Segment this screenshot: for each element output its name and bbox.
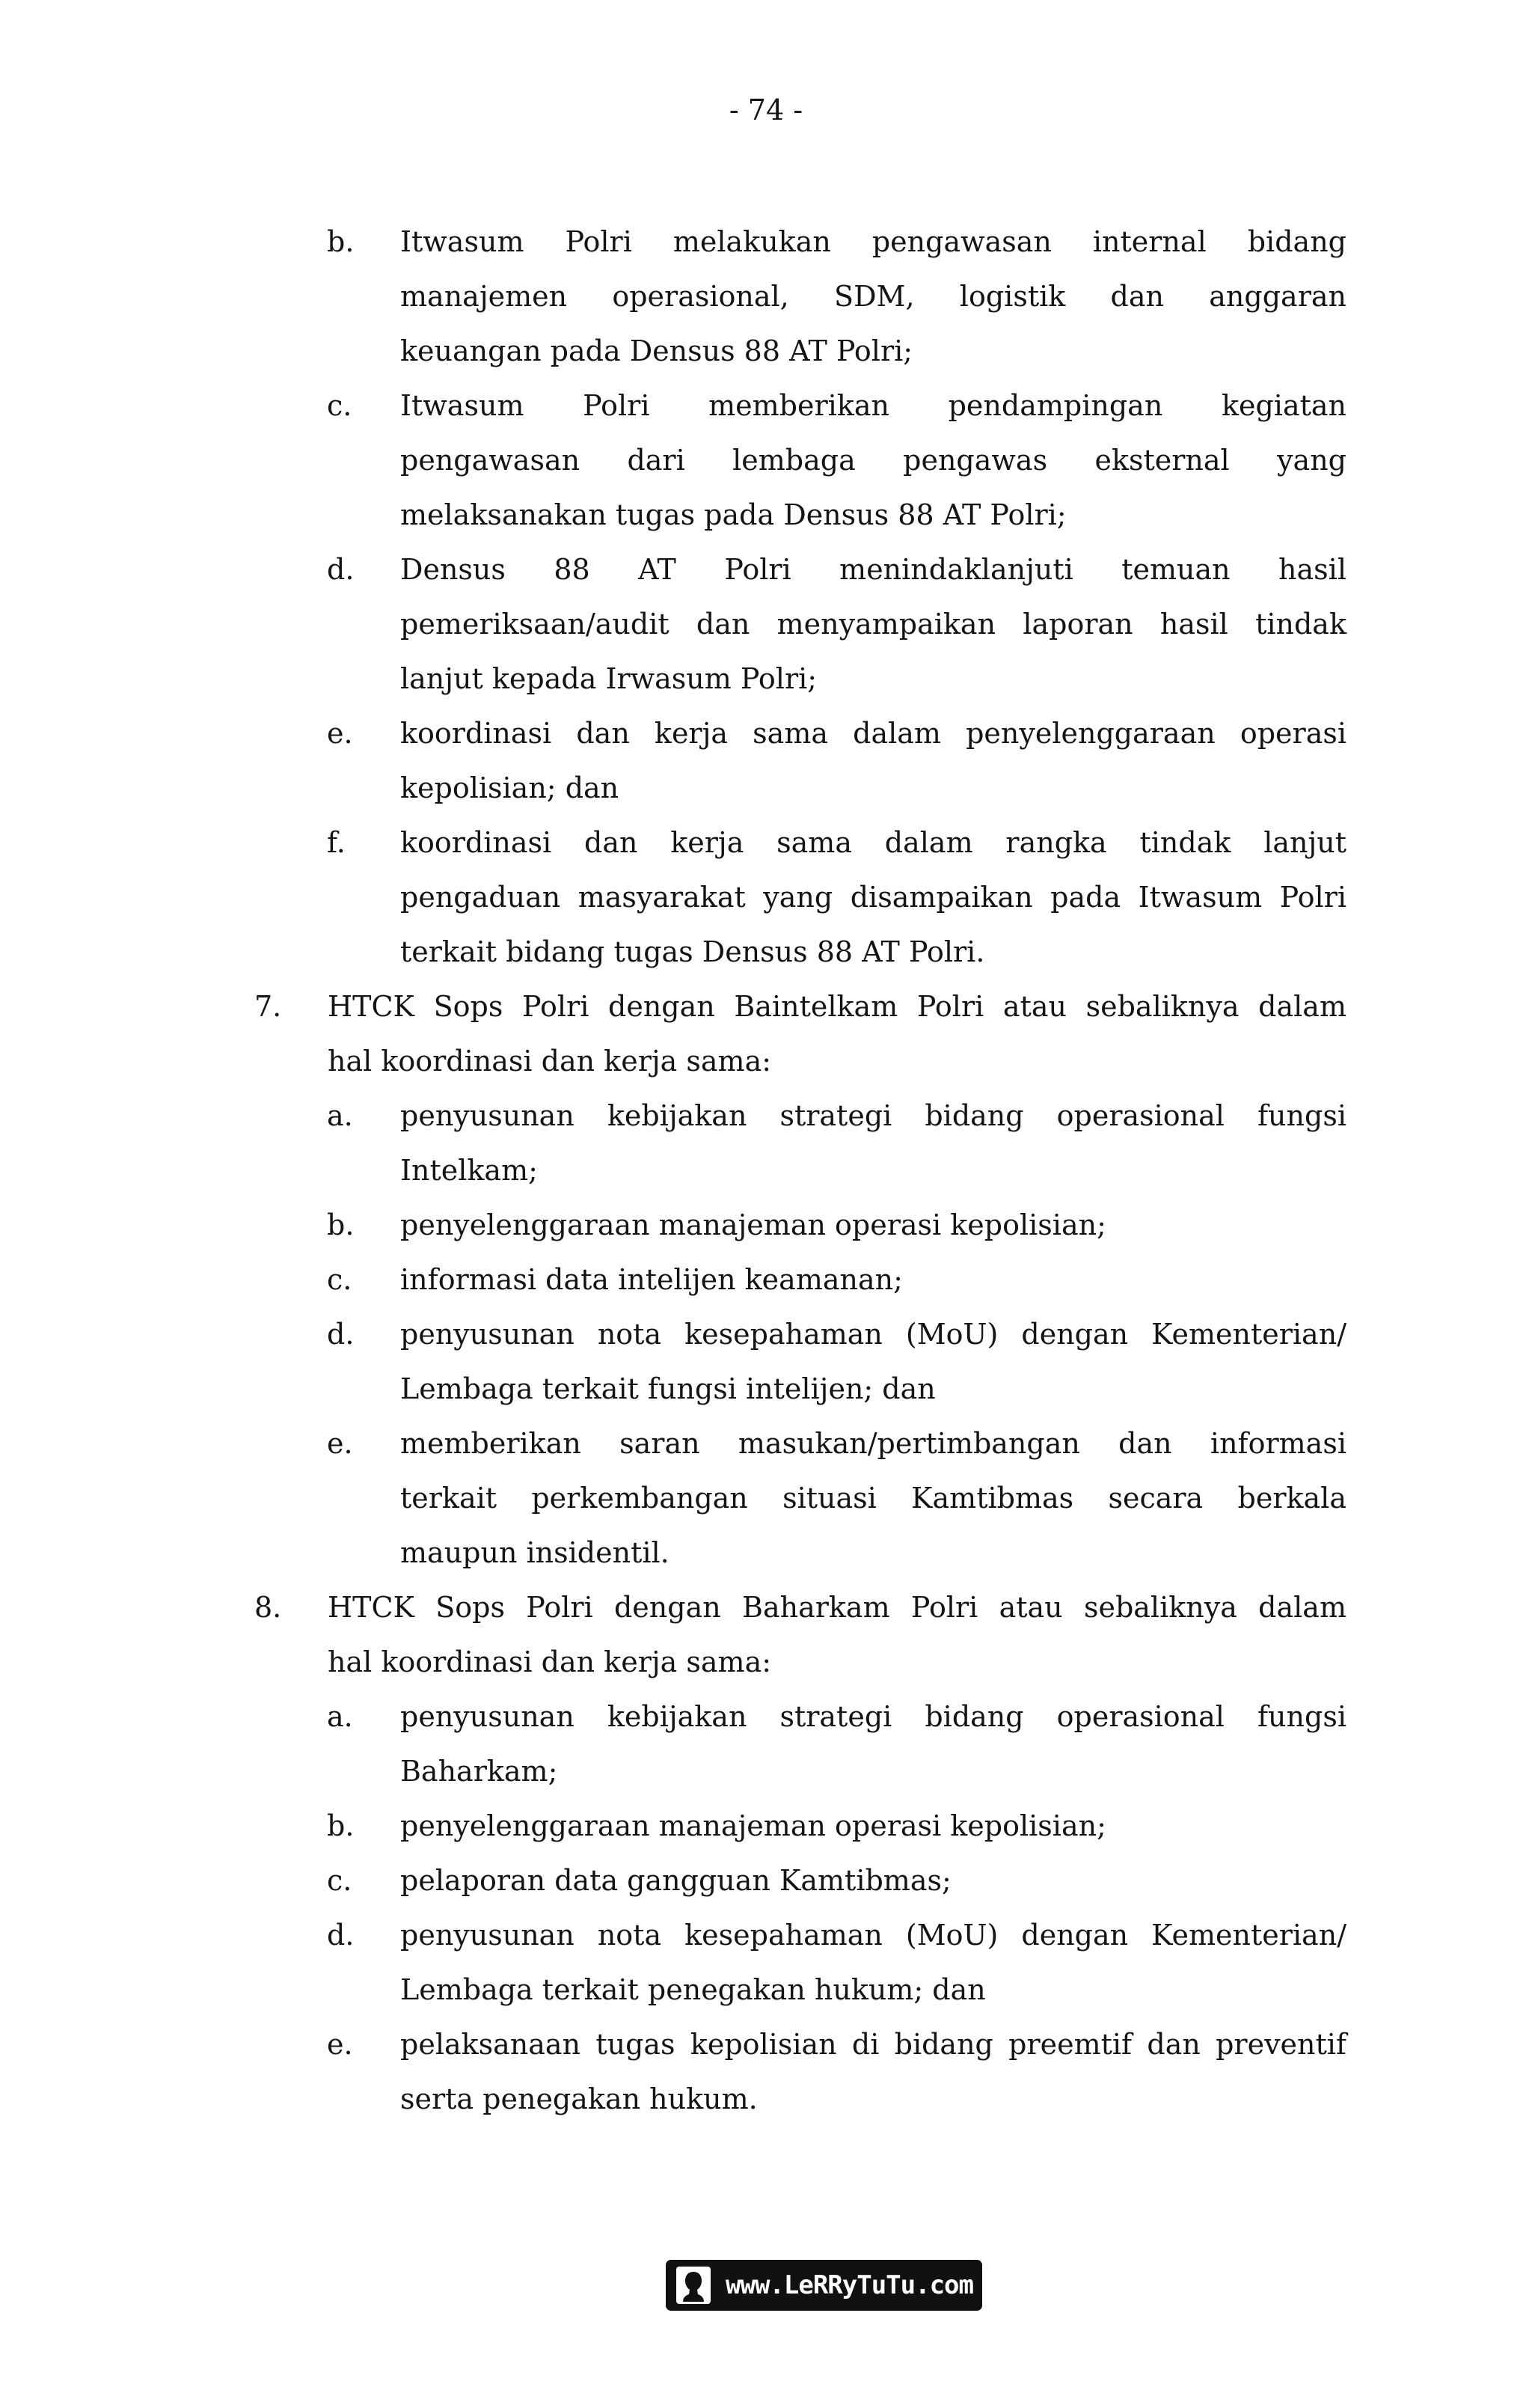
item-label: f.	[327, 826, 346, 859]
text-line: melaksanakan tugas pada Densus 88 AT Polri;	[400, 498, 1067, 531]
item-text	[400, 816, 1346, 980]
item-label: b.	[327, 1809, 355, 1842]
item-text	[400, 2017, 1346, 2127]
item-label: c.	[327, 1864, 352, 1897]
text-line: serta penegakan hukum.	[400, 2082, 758, 2115]
item-text	[400, 706, 1346, 816]
text-line: pelaksanaan tugas kepolisian di bidang preemtif dan preventif	[400, 2028, 1346, 2061]
text-line: pelaporan data gangguan Kamtibmas;	[400, 1864, 952, 1897]
item-label: d.	[327, 1318, 355, 1351]
watermark-text: www.LeRRyTuTu.com	[726, 2270, 973, 2300]
item-text	[400, 1799, 1346, 1854]
item-label: 8.	[254, 1591, 282, 1624]
item-label: a.	[327, 1099, 353, 1132]
text-line: penyusunan nota kesepahaman (MoU) dengan Kementerian/	[400, 1919, 1346, 1952]
item-text	[400, 1854, 1346, 1908]
item-label: c.	[327, 1263, 352, 1296]
item-label: e.	[327, 1427, 353, 1460]
item-text	[328, 980, 1346, 1089]
text-line: Itwasum Polri melakukan pengawasan internal bidang	[400, 225, 1346, 258]
text-line: pengawasan dari lembaga pengawas eksternal yang	[400, 444, 1346, 477]
item-label: 7.	[254, 990, 282, 1023]
item-text	[400, 1908, 1346, 2017]
item-text	[400, 543, 1346, 706]
text-line: kepolisian; dan	[400, 771, 619, 804]
text-line: terkait perkembangan situasi Kamtibmas secara berkala	[400, 1482, 1346, 1515]
item-text	[400, 1089, 1346, 1198]
item-label: d.	[327, 553, 355, 586]
text-line: keuangan pada Densus 88 AT Polri;	[400, 334, 913, 367]
text-line: informasi data intelijen keamanan;	[400, 1263, 903, 1296]
item-text	[400, 1253, 1346, 1307]
item-label: b.	[327, 1208, 355, 1241]
text-line: manajemen operasional, SDM, logistik dan anggaran	[400, 280, 1346, 313]
item-label: e.	[327, 2028, 353, 2061]
item-text	[400, 1307, 1346, 1417]
item-label: c.	[327, 389, 352, 422]
text-line: hal koordinasi dan kerja sama:	[328, 1645, 772, 1678]
page-number: - 74 -	[729, 94, 803, 126]
text-line: Densus 88 AT Polri menindaklanjuti temuan hasil	[400, 553, 1346, 586]
item-text	[400, 1417, 1346, 1580]
text-line: Intelkam;	[400, 1154, 538, 1187]
text-line: penyelenggaraan manajeman operasi kepolisian;	[400, 1208, 1106, 1241]
item-text	[400, 1198, 1346, 1253]
text-line: Lembaga terkait fungsi intelijen; dan	[400, 1372, 936, 1405]
person-silhouette-icon	[676, 2267, 711, 2304]
text-line: pemeriksaan/audit dan menyampaikan laporan hasil tindak	[400, 608, 1346, 641]
item-text	[400, 379, 1346, 543]
text-line: HTCK Sops Polri dengan Baintelkam Polri atau sebaliknya dalam	[328, 990, 1346, 1023]
text-line: penyusunan kebijakan strategi bidang operasional fungsi	[400, 1099, 1346, 1132]
item-text	[328, 1580, 1346, 1690]
text-line: penyusunan kebijakan strategi bidang operasional fungsi	[400, 1700, 1346, 1733]
text-line: lanjut kepada Irwasum Polri;	[400, 662, 818, 695]
text-line: maupun insidentil.	[400, 1536, 670, 1569]
item-text	[400, 1690, 1346, 1799]
text-line: koordinasi dan kerja sama dalam penyelenggaraan operasi	[400, 717, 1346, 750]
text-line: Baharkam;	[400, 1755, 558, 1788]
watermark-banner	[666, 2260, 982, 2311]
text-line: penyusunan nota kesepahaman (MoU) dengan Kementerian/	[400, 1318, 1346, 1351]
text-line: hal koordinasi dan kerja sama:	[328, 1045, 772, 1078]
text-line: pengaduan masyarakat yang disampaikan pada Itwasum Polri	[400, 881, 1346, 914]
text-line: penyelenggaraan manajeman operasi kepolisian;	[400, 1809, 1106, 1842]
text-line: terkait bidang tugas Densus 88 AT Polri.	[400, 935, 985, 968]
item-label: b.	[327, 225, 355, 258]
item-text	[400, 215, 1346, 379]
text-line: HTCK Sops Polri dengan Baharkam Polri atau sebaliknya dalam	[328, 1591, 1346, 1624]
text-line: koordinasi dan kerja sama dalam rangka tindak lanjut	[400, 826, 1346, 859]
item-label: a.	[327, 1700, 353, 1733]
item-label: d.	[327, 1919, 355, 1952]
text-line: Lembaga terkait penegakan hukum; dan	[400, 1973, 986, 2006]
text-line: Itwasum Polri memberikan pendampingan kegiatan	[400, 389, 1346, 422]
item-label: e.	[327, 717, 353, 750]
text-line: memberikan saran masukan/pertimbangan dan informasi	[400, 1427, 1346, 1460]
